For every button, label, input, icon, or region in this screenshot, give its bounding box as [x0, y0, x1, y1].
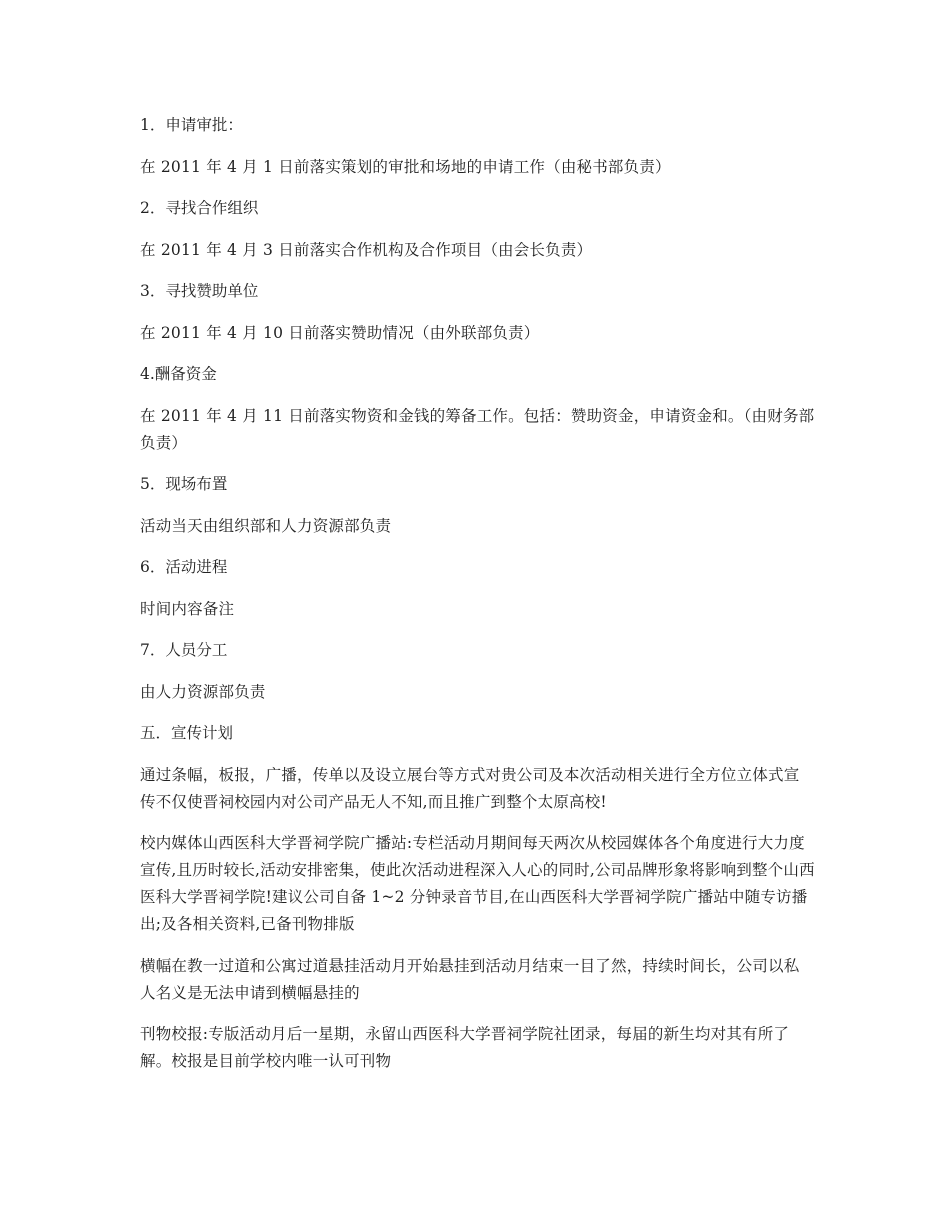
paragraph-campus-radio: 校内媒体山西医科大学晋祠学院广播站:专栏活动月期间每天两次从校园媒体各个角度进行大力度宣传,且历时较长,活动安排密集，使此次活动进程深入人心的同时,公司品牌形象将影响到整个山西医科大学晋祠学院!建议公司自备 1~2 分钟录音节目,在山西医科大学晋祠学院广播站中随专访播出;及各相关资料,已备刊物排版 [140, 834, 815, 933]
paragraph-banner: 横幅在教一过道和公寓过道悬挂活动月开始悬挂到活动月结束一目了然，持续时间长，公司以私人名义是无法申请到横幅悬挂的 [140, 956, 800, 1002]
paragraph-application-approval: 在 2011 年 4 月 1 日前落实策划的审批和场地的申请工作（由秘书部负责） [140, 157, 671, 176]
section-heading-staff-division: 7．人员分工 [140, 641, 228, 659]
section-heading-activity-process: 6．活动进程 [140, 558, 228, 576]
document-body [140, 112, 815, 1090]
section-heading-find-sponsors: 3．寻找赞助单位 [140, 282, 259, 300]
section-heading-publicity-plan: 五．宣传计划 [140, 724, 234, 742]
section-heading-application-approval: 1．申请审批： [140, 116, 243, 134]
paragraph-find-partners: 在 2011 年 4 月 3 日前落实合作机构及合作项目（由会长负责） [140, 240, 593, 259]
section-heading-prepare-funds: 4.酬备资金 [140, 365, 217, 383]
paragraph-publicity-overview: 通过条幅，板报，广播，传单以及设立展台等方式对贵公司及本次活动相关进行全方位立体式宣传不仅使晋祠校园内对公司产品无人不知,而且推广到整个太原高校! [140, 765, 800, 811]
section-heading-site-setup: 5．现场布置 [140, 475, 228, 493]
paragraph-school-newspaper: 刊物校报:专版活动月后一星期，永留山西医科大学晋祠学院社团录，每届的新生均对其有所了解。校报是目前学校内唯一认可刊物 [140, 1025, 790, 1070]
paragraph-site-setup: 活动当天由组织部和人力资源部负责 [140, 516, 392, 535]
section-heading-find-partners: 2．寻找合作组织 [140, 199, 259, 217]
paragraph-staff-division: 由人力资源部负责 [140, 682, 266, 701]
paragraph-find-sponsors: 在 2011 年 4 月 10 日前落实赞助情况（由外联部负责） [140, 323, 540, 342]
paragraph-prepare-funds: 在 2011 年 4 月 11 日前落实物资和金钱的筹备工作。包括：赞助资金，申请资金和。（由财务部负责） [140, 406, 815, 452]
paragraph-activity-process: 时间内容备注 [140, 599, 235, 618]
